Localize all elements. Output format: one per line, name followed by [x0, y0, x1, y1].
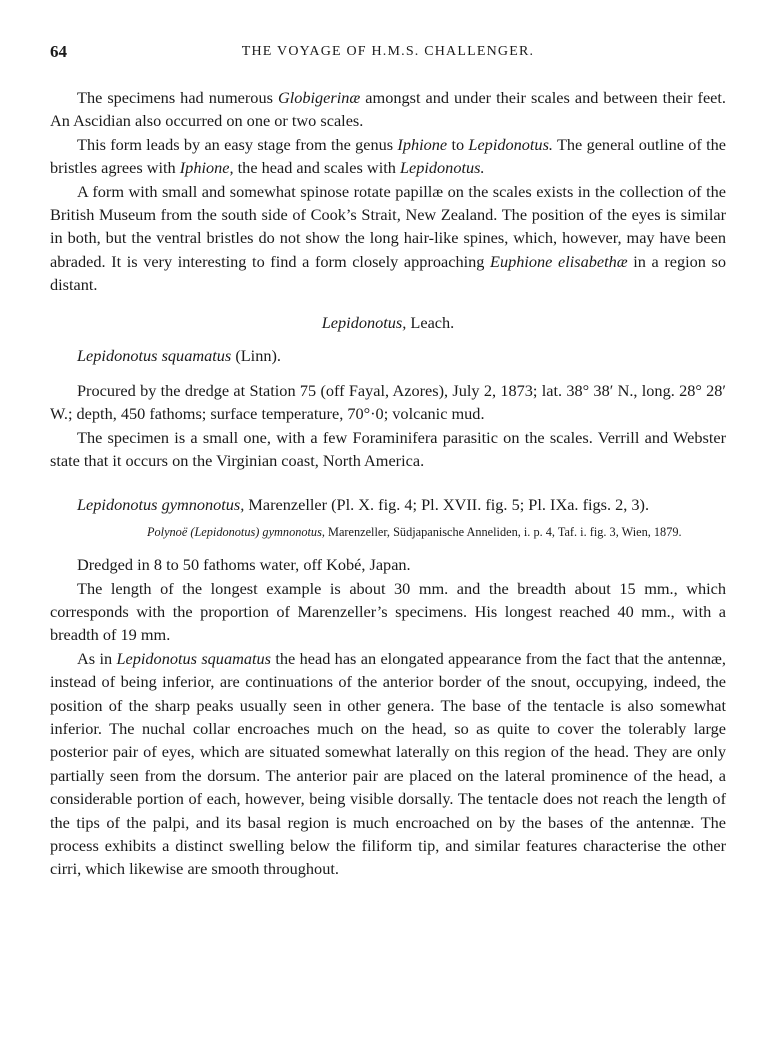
species-heading-gymnonotus — [50, 493, 726, 516]
paragraph-length: The length of the longest example is about 30 mm. and the breadth about 15 mm., which corresponds with the proportion of Marenzeller’s specimens. His longest reached 40 mm., with a breadth of 19 mm. — [50, 578, 726, 645]
paragraph-kobe: Dredged in 8 to 50 fathoms water, off Kobé, Japan. — [77, 555, 411, 575]
text-run: Marenzeller (Pl. X. fig. 4; Pl. XVII. fig. 5; Pl. IXa. figs. 2, 3). — [244, 494, 650, 514]
paragraph-globigerinae — [50, 86, 726, 133]
paragraph-foraminifera: The specimen is a small one, with a few Foraminifera parasitic on the scales. Verrill and Webster state that it occurs on the Virginian coast, North America. — [50, 427, 726, 471]
text-run: A form with small and somewhat spinose rotate papillæ on the scales exists in the collection of the British Museum from the south side of Cook’s Strait, New Zealand. The position of the eyes is similar in both, but the ventral bristles do not show the long hair-like spines, which, however, may have been abraded. It is very interesting to find a form closely approaching — [50, 181, 726, 271]
page-number: 64 — [50, 42, 67, 61]
genus-heading — [50, 311, 726, 334]
text-run: the head and scales with — [233, 158, 400, 178]
paragraph-british-museum — [50, 180, 726, 297]
paragraph-head-description — [50, 647, 726, 881]
synonymy-citation — [50, 524, 726, 541]
text-run: the head has an elongated appearance from the fact that the antennæ, instead of being inferior, are continuations of the anterior border of the snout, occupying, indeed, the position of the sharp peaks usually seen in other genera. The base of the tentacle is also somewhat inferior. The nuchal collar encroaches much on the head, so as quite to cover the tolerably large posterior pair of eyes, which are situated somewhat laterally on this region of the head. They are only partially seen from the dorsum. The anterior pair are placed on the lateral prominence of the head, a considerable portion of each, however, being visible dorsally. The tentacle does not reach the length of the tips of the palpi, and its basal region is much encroached on by the bases of the antennæ. The process exhibits a distinct swelling below the filiform tip, and similar features characterise the other cirri, which likewise are smooth throughout. — [50, 648, 726, 879]
running-title: THE VOYAGE OF H.M.S. CHALLENGER. — [241, 44, 535, 59]
italic-taxon: Lepidonotus. — [399, 158, 485, 178]
italic-taxon: Lepidonotus, — [321, 312, 407, 332]
text-run: Leach. — [406, 312, 455, 332]
italic-taxon: Iphione — [397, 134, 448, 154]
paragraph-iphione — [50, 133, 726, 180]
page-header — [50, 42, 726, 66]
paragraph-station-75: Procured by the dredge at Station 75 (off Fayal, Azores), July 2, 1873; lat. 38° 38′ N., long. 28° 28′ W.; depth, 450 fathoms; surface temperature, 70°·0; volcanic mud. — [50, 381, 726, 424]
italic-taxon: Iphione, — [179, 158, 234, 178]
text-run: amongst and under their scales and between their feet. An Ascidian also occurred on one or two scales. — [50, 88, 726, 131]
italic-taxon: Lepidonotus. — [468, 134, 553, 154]
italic-taxon: Lepidonotus gymnonotus, — [77, 494, 245, 514]
body-text — [50, 86, 726, 881]
text-run: The general outline of the bristles agrees with — [50, 134, 726, 178]
text-run: in a region so distant. — [50, 251, 726, 295]
text-run: Marenzeller, Südjapanische Anneliden, i. p. 4, Taf. i. fig. 3, Wien, 1879. — [324, 525, 682, 540]
italic-taxon: Euphione elisabethæ — [490, 251, 628, 271]
text-run: to — [447, 134, 469, 154]
italic-taxon: Lepidonotus squamatus — [77, 345, 232, 365]
italic-taxon: Globigerinæ — [277, 88, 361, 107]
text-run: (Linn). — [231, 345, 281, 365]
text-run: As in — [77, 648, 117, 668]
italic-taxon: Polynoë (Lepidonotus) gymnonotus, — [147, 525, 325, 540]
text-run: The specimens had numerous — [77, 88, 278, 107]
italic-taxon: Lepidonotus squamatus — [116, 648, 271, 668]
text-run: This form leads by an easy stage from the genus — [77, 134, 398, 154]
species-heading-squamatus — [50, 344, 726, 367]
